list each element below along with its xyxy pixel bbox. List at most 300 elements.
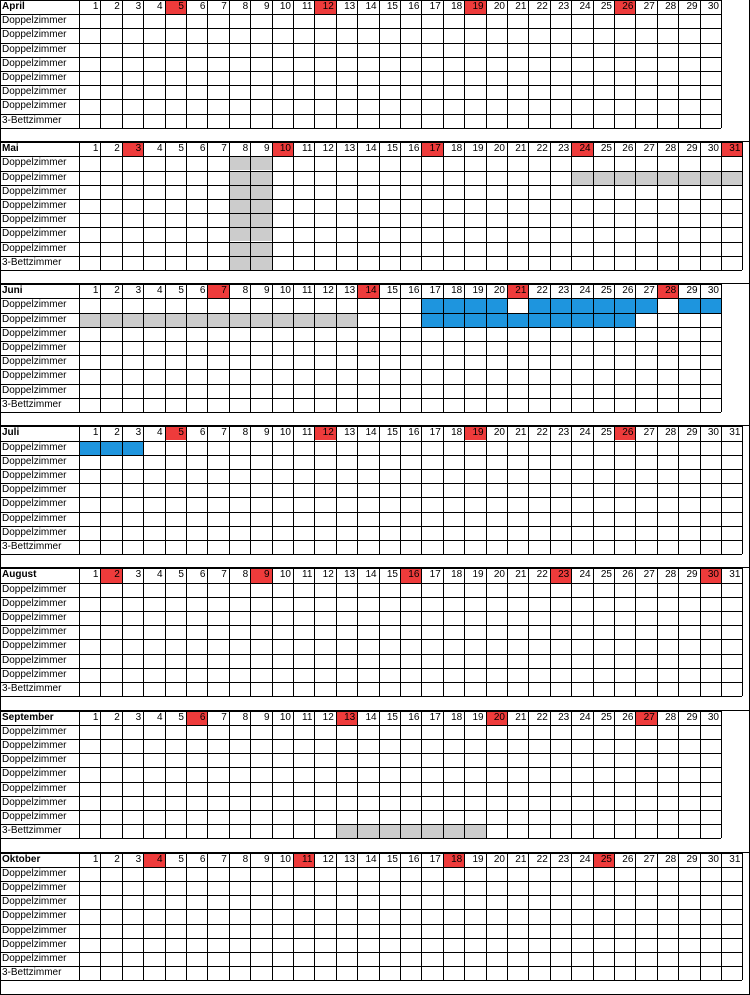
grid-hline <box>0 739 721 740</box>
room-label: Doppelzimmer <box>2 924 67 936</box>
grid-vline <box>464 711 465 839</box>
grid-vline <box>186 853 187 981</box>
grid-vline <box>229 426 230 554</box>
grid-vline <box>100 853 101 981</box>
room-label: Doppelzimmer <box>2 810 67 822</box>
grid-vline <box>79 284 80 412</box>
day-header: 15 <box>386 143 398 155</box>
grid-vline <box>421 0 422 128</box>
day-header: 7 <box>207 284 228 298</box>
day-header: 3 <box>122 142 143 156</box>
grid-vline <box>293 0 294 128</box>
grid-vline <box>593 711 594 839</box>
booking-cell[interactable] <box>250 313 271 327</box>
booking-cell[interactable] <box>229 242 250 256</box>
booking-cell[interactable] <box>229 171 250 185</box>
day-header: 9 <box>264 285 270 297</box>
grid-vline <box>250 568 251 696</box>
grid-hline <box>0 298 721 299</box>
grid-vline <box>357 142 358 270</box>
grid-hline <box>0 625 742 626</box>
day-header: 15 <box>386 711 398 723</box>
grid-vline <box>229 0 230 128</box>
room-label: Doppelzimmer <box>2 526 67 538</box>
grid-vline <box>550 711 551 839</box>
grid-hline <box>0 568 742 569</box>
day-header: 9 <box>250 568 271 582</box>
grid-vline <box>421 284 422 412</box>
day-header: 9 <box>264 1 270 12</box>
day-header: 3 <box>135 1 142 12</box>
booking-cell[interactable] <box>421 824 442 838</box>
grid-hline <box>0 14 721 15</box>
day-header: 24 <box>571 142 592 156</box>
room-label: Doppelzimmer <box>2 342 67 353</box>
grid-vline <box>229 284 230 412</box>
day-header: 14 <box>365 1 377 12</box>
day-header: 1 <box>92 427 99 439</box>
month-label: September <box>2 711 54 723</box>
booking-cell[interactable] <box>486 298 507 312</box>
day-header: 9 <box>264 143 270 155</box>
booking-cell[interactable] <box>122 441 143 455</box>
booking-cell[interactable] <box>336 313 357 327</box>
month-label: Juni <box>2 285 23 297</box>
day-header: 6 <box>199 853 206 865</box>
day-header: 28 <box>665 427 677 439</box>
grid-vline <box>657 284 658 412</box>
day-header: 10 <box>279 711 291 723</box>
day-header: 20 <box>493 285 505 297</box>
day-header: 12 <box>322 711 334 723</box>
booking-cell[interactable] <box>250 171 271 185</box>
day-header: 16 <box>408 711 420 723</box>
day-header: 19 <box>472 143 484 155</box>
grid-hline <box>0 213 742 214</box>
grid-vline <box>486 284 487 412</box>
grid-vline <box>443 0 444 128</box>
room-label: Doppelzimmer <box>2 242 67 254</box>
room-label: Doppelzimmer <box>2 228 67 240</box>
day-header: 13 <box>344 285 356 297</box>
grid-hline <box>0 483 742 484</box>
booking-cell[interactable] <box>571 313 592 327</box>
booking-cell[interactable] <box>250 199 271 213</box>
grid-vline <box>464 568 465 696</box>
grid-hline <box>0 227 742 228</box>
booking-cell[interactable] <box>229 213 250 227</box>
grid-vline <box>593 426 594 554</box>
booking-cell[interactable] <box>700 298 721 312</box>
grid-vline <box>100 142 101 270</box>
day-header: 30 <box>707 143 719 155</box>
day-header: 3 <box>135 853 142 865</box>
day-header: 30 <box>707 853 719 865</box>
booking-cell[interactable] <box>207 313 228 327</box>
grid-vline <box>229 142 230 270</box>
booking-cell[interactable] <box>143 313 164 327</box>
booking-cell[interactable] <box>721 171 742 185</box>
day-header: 31 <box>721 142 742 156</box>
grid-vline <box>657 142 658 270</box>
grid-vline <box>528 711 529 839</box>
booking-cell[interactable] <box>250 185 271 199</box>
grid-vline <box>293 568 294 696</box>
day-header: 29 <box>686 569 698 581</box>
booking-cell[interactable] <box>421 313 442 327</box>
booking-cell[interactable] <box>357 824 378 838</box>
grid-vline <box>250 853 251 981</box>
grid-vline <box>507 711 508 839</box>
grid-vline <box>528 0 529 128</box>
grid-vline <box>721 284 722 412</box>
booking-cell[interactable] <box>635 298 656 312</box>
day-header: 20 <box>486 711 507 725</box>
grid-vline <box>250 284 251 412</box>
booking-cell[interactable] <box>250 227 271 241</box>
day-header: 29 <box>686 427 698 439</box>
day-header: 26 <box>622 285 634 297</box>
booking-cell[interactable] <box>229 185 250 199</box>
grid-vline <box>507 426 508 554</box>
grid-hline <box>0 384 721 385</box>
day-header: 11 <box>302 569 313 581</box>
day-header: 18 <box>451 711 463 723</box>
day-header: 13 <box>344 569 356 581</box>
grid-hline <box>0 85 721 86</box>
booking-cell[interactable] <box>229 156 250 170</box>
booking-cell[interactable] <box>614 298 635 312</box>
day-header: 16 <box>400 568 421 582</box>
day-header: 30 <box>707 711 719 723</box>
booking-cell[interactable] <box>250 256 271 270</box>
booking-cell[interactable] <box>550 313 571 327</box>
grid-vline <box>507 142 508 270</box>
booking-cell[interactable] <box>593 313 614 327</box>
grid-vline <box>528 142 529 270</box>
grid-vline <box>293 711 294 839</box>
day-header: 5 <box>178 711 184 723</box>
day-header: 18 <box>451 569 463 581</box>
booking-cell[interactable] <box>293 313 314 327</box>
grid-vline <box>207 142 208 270</box>
booking-cell[interactable] <box>100 313 121 327</box>
room-label: Doppelzimmer <box>2 654 67 666</box>
day-header: 16 <box>408 853 420 865</box>
room-label: Doppelzimmer <box>2 356 67 368</box>
grid-vline <box>593 0 594 128</box>
grid-vline <box>571 853 572 981</box>
booking-cell[interactable] <box>507 313 528 327</box>
grid-vline <box>400 853 401 981</box>
booking-cell[interactable] <box>400 824 421 838</box>
booking-cell[interactable] <box>272 313 293 327</box>
booking-cell[interactable] <box>464 298 485 312</box>
day-header: 30 <box>707 427 719 439</box>
grid-hline <box>0 185 742 186</box>
grid-vline <box>122 853 123 981</box>
room-label: Doppelzimmer <box>2 597 67 609</box>
grid-vline <box>293 142 294 270</box>
day-header: 1 <box>92 711 99 723</box>
booking-cell[interactable] <box>571 298 592 312</box>
day-header: 17 <box>429 853 441 865</box>
grid-vline <box>79 853 80 981</box>
day-header: 31 <box>729 853 741 865</box>
booking-cell[interactable] <box>229 256 250 270</box>
grid-vline <box>721 711 722 839</box>
day-header: 6 <box>199 1 206 12</box>
booking-cell[interactable] <box>79 441 100 455</box>
grid-vline <box>186 711 187 839</box>
day-header: 24 <box>579 569 591 581</box>
grid-vline <box>79 142 80 270</box>
day-header: 23 <box>550 568 571 582</box>
grid-vline <box>678 284 679 412</box>
booking-cell[interactable] <box>443 824 464 838</box>
booking-cell[interactable] <box>314 313 335 327</box>
grid-hline <box>0 895 742 896</box>
grid-vline <box>486 142 487 270</box>
day-header: 10 <box>279 285 291 297</box>
grid-vline <box>336 426 337 554</box>
grid-hline <box>0 57 721 58</box>
booking-cell[interactable] <box>421 298 442 312</box>
grid-vline <box>678 0 679 128</box>
grid-vline <box>186 142 187 270</box>
grid-vline <box>635 426 636 554</box>
day-header: 19 <box>472 285 484 297</box>
booking-cell[interactable] <box>186 313 207 327</box>
day-header: 1 <box>92 569 99 581</box>
grid-hline <box>0 0 721 1</box>
booking-cell[interactable] <box>443 313 464 327</box>
booking-cell[interactable] <box>379 824 400 838</box>
grid-vline <box>443 711 444 839</box>
booking-cell[interactable] <box>614 313 635 327</box>
booking-cell[interactable] <box>486 313 507 327</box>
day-header: 9 <box>264 853 270 865</box>
booking-cell[interactable] <box>614 171 635 185</box>
grid-vline <box>507 568 508 696</box>
grid-vline <box>186 284 187 412</box>
grid-vline <box>421 711 422 839</box>
day-header: 2 <box>114 853 120 865</box>
day-header: 25 <box>600 427 612 439</box>
booking-cell[interactable] <box>593 298 614 312</box>
grid-hline <box>0 867 742 868</box>
day-header: 8 <box>242 569 249 581</box>
grid-vline <box>593 568 594 696</box>
booking-cell[interactable] <box>229 199 250 213</box>
grid-vline <box>678 142 679 270</box>
grid-vline <box>721 568 722 696</box>
grid-hline <box>0 512 742 513</box>
day-header: 6 <box>186 711 207 725</box>
grid-vline <box>635 0 636 128</box>
grid-vline <box>486 568 487 696</box>
day-header: 26 <box>614 0 635 14</box>
grid-vline <box>721 426 722 554</box>
grid-hline <box>0 966 742 967</box>
grid-vline <box>336 853 337 981</box>
grid-hline <box>0 909 742 910</box>
booking-cell[interactable] <box>250 213 271 227</box>
grid-vline <box>742 568 743 696</box>
grid-vline <box>678 853 679 981</box>
booking-cell[interactable] <box>79 313 100 327</box>
grid-vline <box>100 284 101 412</box>
day-header: 17 <box>429 427 441 439</box>
room-label: Doppelzimmer <box>2 882 67 893</box>
booking-cell[interactable] <box>229 313 250 327</box>
grid-vline <box>593 853 594 981</box>
booking-cell[interactable] <box>336 824 357 838</box>
day-header: 13 <box>344 427 356 439</box>
day-header: 22 <box>536 427 548 439</box>
booking-cell[interactable] <box>464 313 485 327</box>
room-label: Doppelzimmer <box>2 938 67 950</box>
grid-hline <box>0 369 721 370</box>
booking-cell[interactable] <box>464 824 485 838</box>
grid-vline <box>443 426 444 554</box>
booking-cell[interactable] <box>678 298 699 312</box>
grid-hline <box>0 711 721 712</box>
grid-vline <box>507 853 508 981</box>
day-header: 29 <box>686 1 698 12</box>
booking-cell[interactable] <box>700 171 721 185</box>
day-header: 13 <box>344 143 356 155</box>
grid-vline <box>207 853 208 981</box>
grid-vline <box>614 426 615 554</box>
room-label: Doppelzimmer <box>2 612 67 623</box>
day-header: 21 <box>515 1 527 12</box>
grid-vline <box>464 0 465 128</box>
grid-vline <box>443 853 444 981</box>
grid-hline <box>0 810 721 811</box>
booking-cell[interactable] <box>443 298 464 312</box>
grid-hline <box>0 142 742 143</box>
grid-vline <box>165 711 166 839</box>
day-header: 19 <box>472 853 484 865</box>
grid-vline <box>122 711 123 839</box>
day-header: 18 <box>451 143 463 155</box>
grid-vline <box>143 711 144 839</box>
day-header: 9 <box>264 427 270 439</box>
day-header: 29 <box>686 711 698 723</box>
day-header: 1 <box>92 143 99 155</box>
month-label: August <box>2 569 37 581</box>
grid-vline <box>165 568 166 696</box>
room-label: Doppelzimmer <box>2 86 67 98</box>
sheet-left-border <box>0 426 1 568</box>
grid-hline <box>0 782 721 783</box>
room-label: Doppelzimmer <box>2 455 67 467</box>
booking-cell[interactable] <box>165 313 186 327</box>
day-header: 26 <box>622 711 634 723</box>
grid-hline <box>0 639 742 640</box>
grid-vline <box>207 711 208 839</box>
day-header: 24 <box>579 1 591 12</box>
booking-cell[interactable] <box>122 313 143 327</box>
booking-cell[interactable] <box>657 171 678 185</box>
grid-vline <box>250 426 251 554</box>
grid-vline <box>571 426 572 554</box>
grid-hline <box>0 654 742 655</box>
grid-vline <box>464 142 465 270</box>
day-header: 12 <box>322 853 334 865</box>
grid-vline <box>614 853 615 981</box>
grid-vline <box>272 284 273 412</box>
grid-hline <box>0 881 742 882</box>
grid-vline <box>550 853 551 981</box>
grid-hline <box>0 611 742 612</box>
room-label: Doppelzimmer <box>2 668 67 680</box>
booking-cell[interactable] <box>100 441 121 455</box>
grid-vline <box>379 142 380 270</box>
booking-cell[interactable] <box>635 171 656 185</box>
booking-cell[interactable] <box>571 171 592 185</box>
booking-cell[interactable] <box>528 298 549 312</box>
grid-vline <box>336 284 337 412</box>
day-header: 14 <box>365 853 377 865</box>
booking-cell[interactable] <box>250 156 271 170</box>
grid-vline <box>421 853 422 981</box>
day-header: 25 <box>600 143 612 155</box>
day-header: 12 <box>322 569 334 581</box>
booking-cell[interactable] <box>528 313 549 327</box>
grid-vline <box>657 426 658 554</box>
grid-hline <box>0 597 742 598</box>
room-label: Doppelzimmer <box>2 512 67 524</box>
day-header: 27 <box>643 285 655 297</box>
booking-cell[interactable] <box>229 227 250 241</box>
booking-cell[interactable] <box>250 242 271 256</box>
room-label: Doppelzimmer <box>2 910 67 922</box>
grid-vline <box>400 711 401 839</box>
grid-vline <box>79 568 80 696</box>
room-label: Doppelzimmer <box>2 199 67 211</box>
booking-cell[interactable] <box>593 171 614 185</box>
grid-vline <box>486 853 487 981</box>
grid-vline <box>486 426 487 554</box>
day-header: 28 <box>665 143 677 155</box>
day-header: 19 <box>472 711 484 723</box>
grid-vline <box>400 426 401 554</box>
grid-hline <box>0 540 742 541</box>
day-header: 6 <box>199 427 206 439</box>
day-header: 9 <box>264 711 270 723</box>
grid-vline <box>207 568 208 696</box>
grid-vline <box>122 426 123 554</box>
grid-vline <box>379 568 380 696</box>
grid-vline <box>528 853 529 981</box>
room-label: Doppelzimmer <box>2 384 67 396</box>
room-label: Doppelzimmer <box>2 754 67 766</box>
day-header: 20 <box>493 427 505 439</box>
grid-hline <box>0 327 721 328</box>
day-header: 10 <box>279 853 291 865</box>
day-header: 10 <box>279 427 291 439</box>
grid-vline <box>272 853 273 981</box>
grid-vline <box>528 568 529 696</box>
room-label: Doppelzimmer <box>2 640 67 652</box>
grid-vline <box>314 568 315 696</box>
grid-vline <box>742 853 743 981</box>
booking-cell[interactable] <box>550 298 571 312</box>
booking-cell[interactable] <box>678 171 699 185</box>
room-label: Doppelzimmer <box>2 299 67 311</box>
